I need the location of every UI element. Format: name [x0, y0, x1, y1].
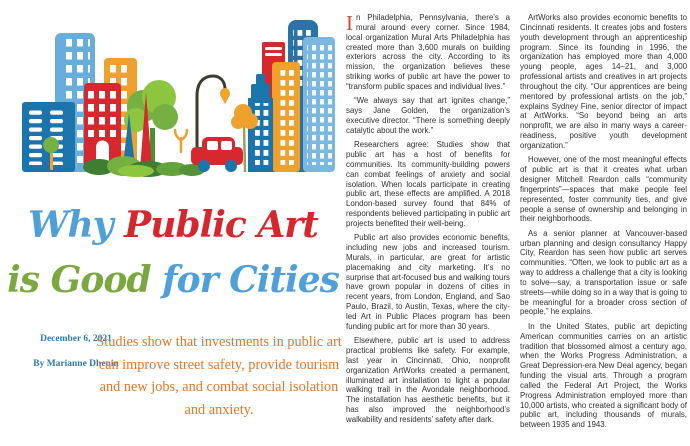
title-words-public-art: Public Art: [124, 204, 318, 246]
article-column-1: [346, 13, 510, 429]
paragraph: Elsewhere, public art is used to address practical problems like safety. For example, last year in Cincinnati, Ohio, nonprofit organization ArtWorks created a permanent, illuminated art installation to light a popular walking trail in the Avondale neighborhood. The installation has aesthetic benefits, but it has also improved the neighborhood’s walkability and residents’ safety after dark.: [346, 336, 510, 424]
title-words-for-cities: for Cities: [162, 259, 339, 301]
title-line-1: [6, 198, 340, 253]
orange-sapling-icon: [175, 130, 187, 152]
paragraph: However, one of the most meaningful effects of public art is that it creates what urban designer Mitchell Reardon calls “community fingerprints”—spaces that make people feel represented, foster community ties, and give people a sense of ownership and belonging in their neighborhoods.: [520, 155, 687, 224]
article-column-2: [520, 13, 687, 435]
paragraph: Researchers agree: Studies show that public art has a host of benefits for communities. Its community-building powers can combat feelings of anxiety and social isolation. When locals participate in creating public art, these effects are amplified. A 2018 London-based survey found that 84% of respondents believed participating in public art projects benefited their well-being.: [346, 140, 510, 228]
cityscape-illustration: [0, 0, 345, 180]
paragraph: “We always say that art ignites change,” says Jane Golden, the organization’s executive director. “There is something deeply catalytic about the work.”: [346, 96, 510, 135]
paragraph: As a senior planner at Vancouver-based urban planning and design consultancy Happy City, Reardon has seen how public art serves communities. “Often, we look to public art as a way to address a challenge that a city is looking to solve—say, a transportation issue or safe streets—while doing so in a way that is going to be meaningful for a broader cross section of people,” he explains.: [520, 228, 687, 317]
title-word-why: Why: [28, 204, 113, 246]
paragraph: In the United States, public art depicting American communities carries on an artistic tradition that blossomed almost a century ago, when the Works Progress Administration, a Great Depression-era New Deal agency, began funding the visual arts. Through a program called the Federal Art Project, the Works Progress Administration employed more than 10,000 artists, who created a significant body of public art, including thousands of murals, between 1935 and 1943.: [520, 321, 687, 430]
title-line-2: [6, 253, 340, 308]
left-buildings-group: [22, 33, 137, 172]
title-words-is-good: is Good: [7, 259, 151, 301]
drop-cap: I: [346, 11, 353, 35]
paragraph-text: n Philadelphia, Pennsylvania, there’s a mural around every corner. Since 1984, local organization Mural Arts Philadelphia has created more than 3,600 murals on building exteriors across the city. According to its mission, the organization believes these striking works of public art have the power to “transform public spaces and individual lives.”: [346, 13, 510, 91]
article-title: [6, 198, 340, 308]
publish-date: December 6, 2021: [40, 334, 112, 344]
article-deck: Studies show that investments in public art can improve street safety, provide tourism and new jobs, and combat social isolation and anxiety.: [96, 334, 342, 418]
right-buildings-group: [248, 20, 335, 172]
paragraph: Public art also provides economic benefits, including new jobs and increased tourism. Murals, in particular, are great for artistic placemaking and city marketing. It’s no surprise that art-focused bus and walking tours have grown popular in dozens of cities in recent years, from London, England, and Sao Paulo, Brazil, to Austin, Texas, where the city-led Art in Public Places program has been funding public art for more than 30 years.: [346, 233, 510, 331]
paragraph: [346, 13, 510, 92]
paragraph: ArtWorks also provides economic benefits to Cincinnati residents. It creates jobs and fosters youth development through an apprenticeship program. Since its founding in 1996, the organization has employed more than 4,000 young people, ages 14–21, and 3,000 professional artists and creatives in art projects throughout the city. “Our apprentices are being mentored by professional artists on the job,” explains Sydney Fine, senior director of impact at ArtWorks. “So beyond being an arts nonprofit, we are also in many ways a career-readiness, positive youth development organization.”: [520, 13, 687, 150]
car-icon: [191, 137, 243, 172]
byline: By Marianne Dhenin: [33, 359, 119, 369]
